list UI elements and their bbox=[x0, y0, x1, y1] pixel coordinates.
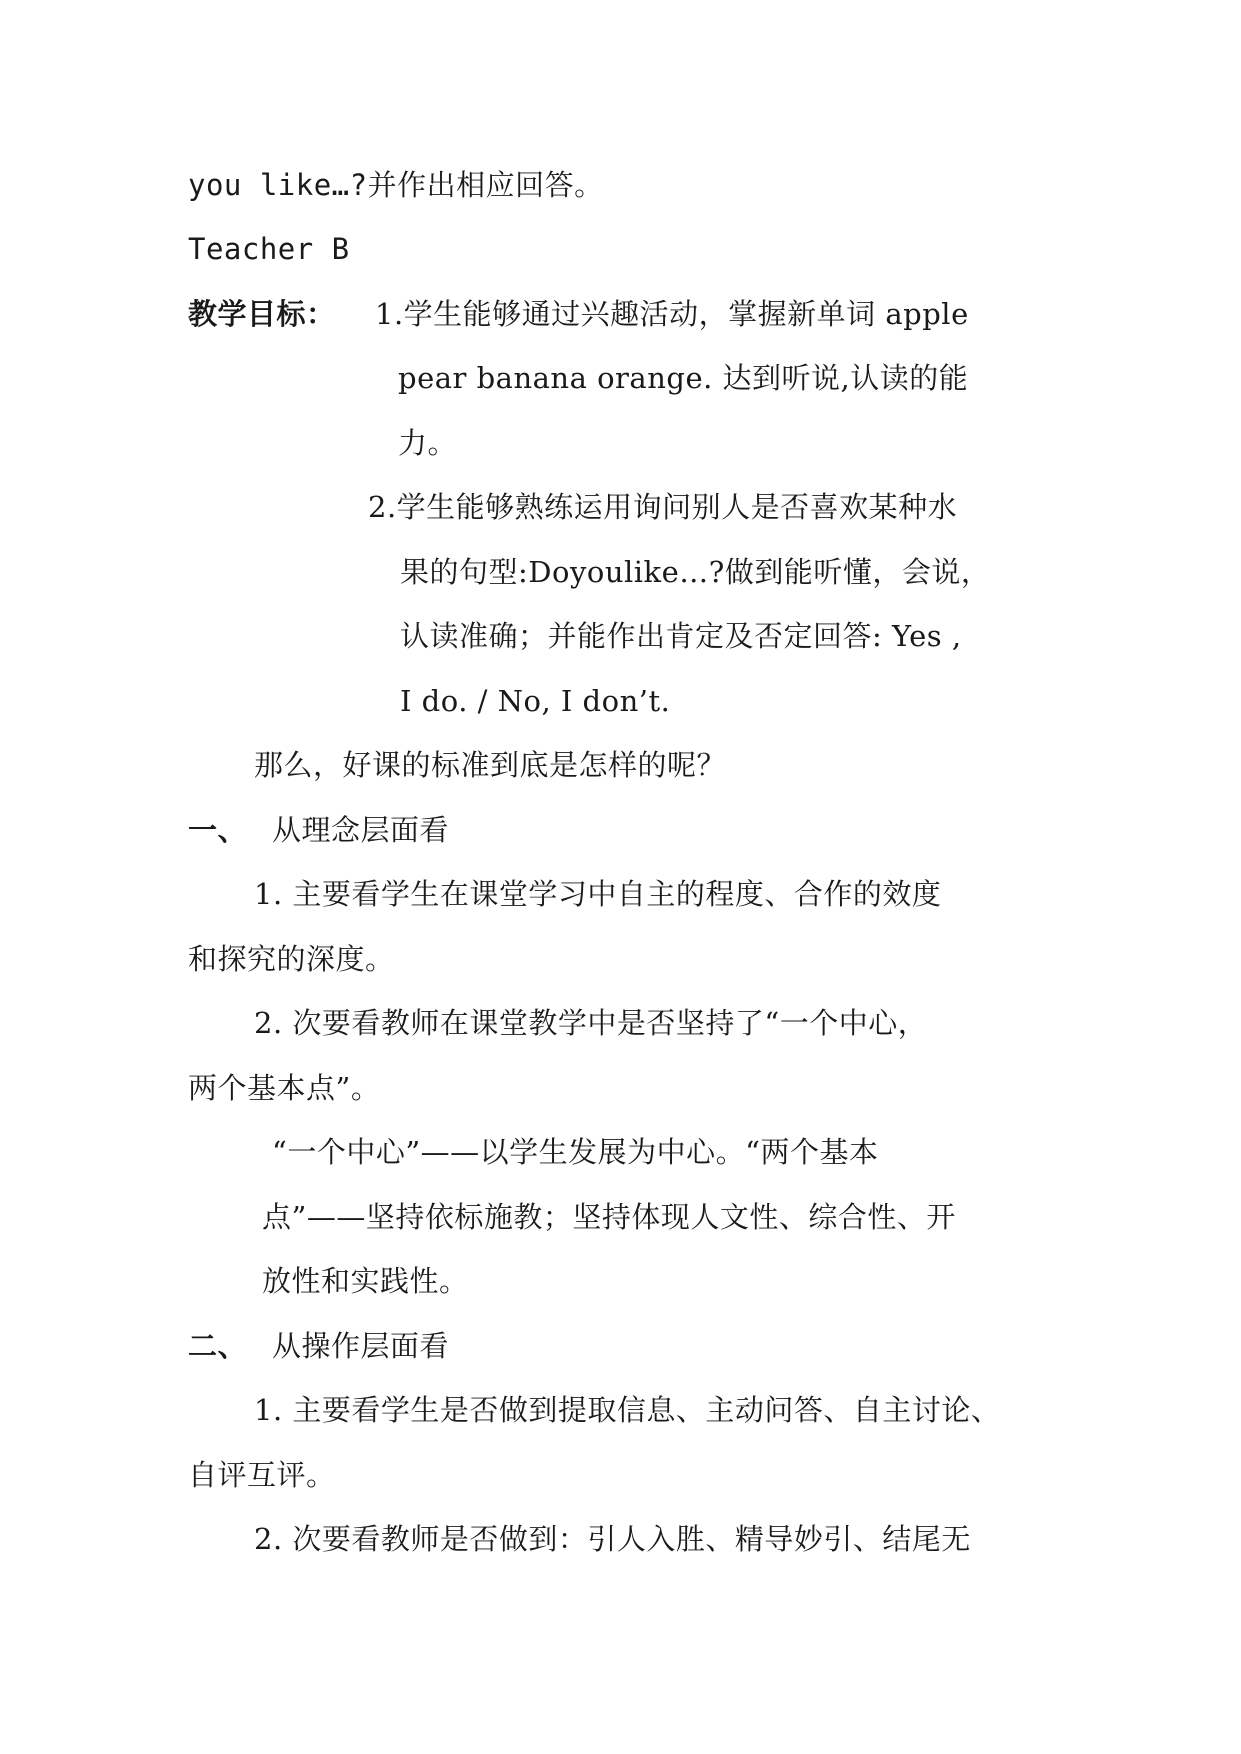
section-label: 教学目标： bbox=[188, 297, 336, 331]
text-line: 和探究的深度。 bbox=[188, 942, 395, 976]
text-line: you like…?并作出相应回答。 bbox=[188, 168, 604, 202]
heading-number: 一、 bbox=[188, 813, 248, 847]
text-line: 2. 次要看教师是否做到：引人入胜、精导妙引、结尾无 bbox=[254, 1522, 971, 1556]
text-line: 2.学生能够熟练运用询问别人是否喜欢某种水 bbox=[368, 490, 958, 524]
text-line: I do. / No, I don’t. bbox=[400, 684, 671, 718]
heading-text: 从理念层面看 bbox=[272, 813, 450, 847]
text-line: 那么，好课的标准到底是怎样的呢？ bbox=[254, 748, 727, 782]
text-line: pear banana orange. 达到听说,认读的能 bbox=[398, 361, 969, 395]
text-line: 认读准确；并能作出肯定及否定回答: Yes , bbox=[400, 619, 962, 653]
text-line: 力。 bbox=[398, 426, 458, 460]
text-line: 点”——坚持依标施教；坚持体现人文性、综合性、开 bbox=[262, 1200, 956, 1234]
text-line: 果的句型:Doyoulike…?做到能听懂，会说， bbox=[400, 555, 991, 589]
text-line: 放性和实践性。 bbox=[262, 1264, 469, 1298]
text-line: 1.学生能够通过兴趣活动，掌握新单词 apple bbox=[375, 297, 969, 331]
text-line: 自评互评。 bbox=[188, 1458, 336, 1492]
text-line: Teacher B bbox=[188, 232, 350, 266]
text-line: “一个中心”——以学生发展为中心。“两个基本 bbox=[272, 1135, 879, 1169]
text-line: 1. 主要看学生在课堂学习中自主的程度、合作的效度 bbox=[254, 877, 942, 911]
text-line: 2. 次要看教师在课堂教学中是否坚持了“一个中心， bbox=[254, 1006, 928, 1040]
text-line: 两个基本点”。 bbox=[188, 1071, 381, 1105]
heading-number: 二、 bbox=[188, 1329, 248, 1363]
heading-text: 从操作层面看 bbox=[272, 1329, 450, 1363]
text-line: 1. 主要看学生是否做到提取信息、主动问答、自主讨论、 bbox=[254, 1393, 1001, 1427]
